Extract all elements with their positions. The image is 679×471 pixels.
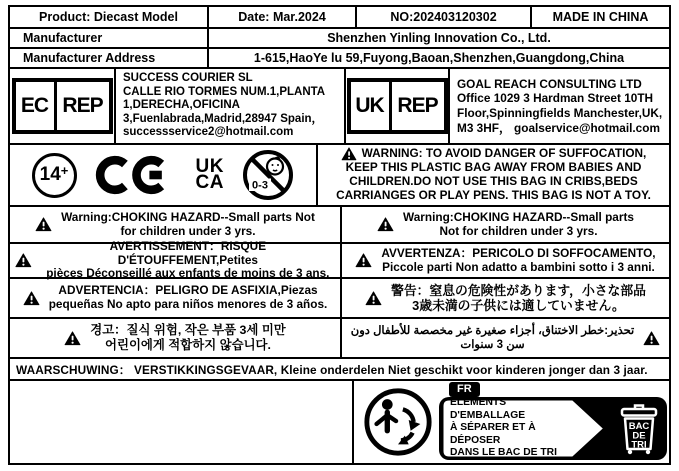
warning-triangle-icon (355, 253, 372, 268)
not-for-under-3-icon (242, 149, 294, 201)
choking-warning-fr (10, 239, 342, 281)
ec-rep-box-cell (10, 69, 116, 143)
warning-triangle-icon (15, 253, 32, 268)
choking-warning-en-left (10, 207, 342, 242)
prohibition-age-range: 0-3 (252, 179, 269, 192)
sorting-banner (439, 382, 669, 462)
uk-rep-address (450, 69, 669, 143)
choking-warning-es (10, 279, 342, 317)
warning-triangle-icon (365, 291, 382, 306)
empty-cell (10, 381, 354, 463)
ec-rep-suffix: REP (54, 82, 109, 130)
suffocation-warning (318, 145, 669, 205)
triman-recycling-icon (362, 386, 434, 458)
choking-warning-ja (342, 279, 669, 317)
warning-line: 어린이에게 적합하지 않습니다. (105, 338, 271, 352)
choking-warning-ko (10, 319, 342, 357)
manufacturer-value: Shenzhen Yinling Innovation Co., Ltd. (327, 31, 551, 45)
choking-warning-nl (10, 359, 669, 381)
sorting-line: À SÉPARER ET À DÉPOSER (450, 422, 536, 446)
warning-triangle-icon (377, 217, 394, 232)
compliance-label (8, 5, 671, 465)
choking-warning-it (342, 244, 669, 277)
ec-rep-address-line: 3,Fuenlabrada,Madrid,28947 Spain， (123, 112, 324, 125)
warning-triangle-icon (341, 147, 357, 161)
warning-line: 警告：窒息の危険性があります，小さな部品 (391, 283, 646, 298)
age-number: 14 (39, 164, 61, 185)
ec-rep-address-line: 1,DERECHA,OFICINA (123, 99, 240, 112)
choking-warning-row-en (10, 207, 669, 244)
warning-line: Not for children under 3 yrs. (439, 223, 598, 238)
warning-line: pièces Déconseillé aux enfants de moins de 3 ans. (46, 266, 330, 281)
suffocation-line: WARNING: TO AVOID DANGER OF SUFFOCATION, (361, 146, 647, 161)
choking-warning-en-right (342, 207, 669, 242)
manufacturer-label: Manufacturer (10, 29, 209, 47)
age-14-plus-icon (32, 153, 77, 198)
manufacturer-address-label: Manufacturer Address (10, 49, 209, 67)
warning-triangle-icon (35, 217, 52, 232)
sorting-line: DANS LE BAC DE TRI (450, 447, 557, 459)
uk-rep-address-line: M3 3HF， goalservice@hotmail.com (457, 120, 660, 135)
uk-rep-address-line: Floor,Spinningfields Manchester,UK, (457, 106, 663, 120)
bin-label-line: BAC (628, 421, 650, 432)
warning-line: 경고：질식 위험, 작은 부품 3세 미만 (90, 323, 286, 337)
ec-rep-address-line: successservice2@hotmail.com (123, 126, 294, 139)
sorting-line: ÉLÉMENTS D'EMBALLAGE (450, 397, 526, 421)
age-plus-sign: + (60, 162, 69, 178)
warning-triangle-icon (643, 331, 660, 346)
sorting-instructions (450, 397, 578, 460)
choking-warning-ar (342, 319, 669, 357)
warning-line: WAARSCHUWING： VERSTIKKINGSGEVAAR, Kleine onderdelen Niet geschikt voor kinderen jonger dan 3 jaar. (16, 362, 648, 377)
ec-rep-address-line: SUCCESS COURIER SL (123, 72, 253, 85)
uk-rep-code: UK (355, 94, 384, 117)
ce-mark-icon (95, 153, 177, 197)
production-date: Date: Mar.2024 (209, 7, 357, 27)
uk-rep-suffix: REP (389, 82, 444, 130)
bin-label-line: DE (632, 430, 646, 442)
ec-rep-address (116, 69, 344, 143)
warning-line: Warning:CHOKING HAZARD--Small parts (403, 209, 634, 224)
ec-rep-address-line: CALLE RIO TORMES NUM.1,PLANTA (123, 85, 326, 98)
manufacturer-row (10, 29, 669, 49)
manufacturer-address-row (10, 49, 669, 69)
manufacturer-address-value: 1-615,HaoYe lu 59,Fuyong,Baoan,Shenzhen,Guangdong,China (253, 51, 625, 65)
recycling-row (10, 381, 669, 463)
recycling-section (354, 381, 669, 463)
header-row (10, 7, 669, 29)
warning-line: AVERTISSEMENT：RISQUE D'ÉTOUFFEMENT,Petites (109, 239, 267, 267)
uk-rep-address-line: Office 1029 3 Hardman Street 10TH (457, 91, 654, 106)
warning-triangle-icon (23, 291, 40, 306)
warning-line: pequeñas No apto para niños menores de 3 años. (48, 297, 328, 311)
suffocation-line: KEEP THIS PLASTIC BAG AWAY FROM BABIES AND (345, 160, 642, 175)
warning-line: Piccole parti Non adatto a bambini sotto i 3 anni. (382, 259, 655, 274)
warning-line: Warning:CHOKING HAZARD--Small parts Not (61, 209, 315, 224)
ukca-top: UK (195, 155, 224, 177)
bin-label-line: TRI (631, 439, 647, 451)
choking-warning-row-es-ja (10, 279, 669, 319)
uk-rep-address-line: GOAL REACH CONSULTING LTD (457, 76, 642, 91)
country-of-origin: MADE IN CHINA (552, 10, 649, 24)
warning-line: تحذير:خطر الاختناق، أجزاء صغيرة غير مخصصة للأطفال دون (350, 325, 635, 337)
representatives-row (10, 69, 669, 145)
batch-number: NO:202403120302 (357, 7, 532, 27)
marks-row (10, 145, 669, 207)
ec-rep-code: EC (20, 94, 49, 117)
sorting-bin-icon (616, 401, 662, 455)
uk-rep-box-cell (346, 69, 450, 143)
suffocation-line: CHILDREN.DO NOT USE THIS BAG IN CRIBS,BEDS (349, 174, 638, 189)
suffocation-line: CARRIANGES OR PLAY PENS. THIS BAG IS NOT A TOY. (336, 187, 651, 202)
warning-line: سن 3 سنوات (460, 339, 525, 351)
ec-rep-section (10, 69, 346, 143)
ec-rep-icon (12, 78, 113, 134)
warning-line: 3歳未満の子供には適していません。 (412, 298, 625, 313)
uk-rep-section (346, 69, 669, 143)
product-name: Product: Diecast Model (10, 7, 209, 27)
fr-country-tag: FR (449, 382, 480, 397)
certification-marks (10, 145, 318, 205)
warning-line: ADVERTENCIA：PELIGRO DE ASFIXIA,Piezas (58, 283, 318, 298)
ukca-mark-icon (195, 155, 224, 193)
warning-line: for children under 3 yrs. (120, 223, 256, 238)
ukca-bottom: CA (195, 172, 224, 193)
choking-warning-row-fr-it (10, 239, 669, 281)
warning-line: AVVERTENZA：PERICOLO DI SOFFOCAMENTO, (381, 245, 656, 260)
warning-triangle-icon (64, 331, 81, 346)
uk-rep-icon (347, 78, 448, 134)
choking-warning-row-ko-ar (10, 319, 669, 359)
